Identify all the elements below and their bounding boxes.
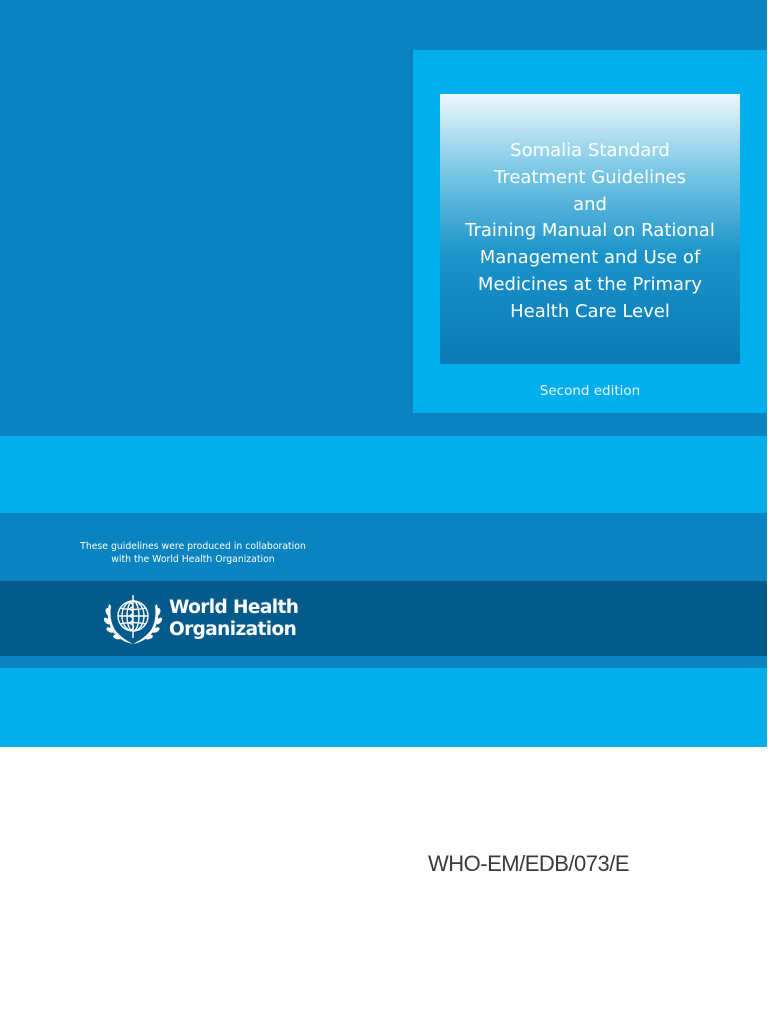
edition-label: Second edition	[539, 383, 641, 399]
title-line: Somalia Standard	[510, 140, 670, 161]
collaboration-line: with the World Health Organization	[111, 554, 275, 565]
bottom-light-band	[0, 668, 767, 747]
cover-title	[440, 138, 740, 326]
thin-divider-band	[0, 656, 767, 668]
organization-line: Organization	[169, 619, 297, 640]
title-line: Treatment Guidelines	[493, 166, 687, 188]
title-box	[440, 94, 740, 364]
organization-name	[169, 597, 298, 641]
title-line: and	[573, 193, 607, 215]
title-line: Health Care Level	[510, 300, 670, 322]
light-blue-band	[0, 436, 767, 513]
organization-line: World Health	[169, 597, 299, 618]
collaboration-line: These guidelines were produced in collaboration	[80, 541, 306, 552]
title-line: Management and Use of	[479, 247, 701, 269]
title-panel	[413, 50, 767, 413]
document-code: WHO-EM/EDB/073/E	[428, 851, 630, 876]
title-line: Training Manual on Rational	[465, 220, 715, 242]
collaboration-note	[62, 540, 324, 566]
title-line: Medicines at the Primary	[477, 273, 703, 295]
who-emblem-icon	[101, 590, 165, 648]
